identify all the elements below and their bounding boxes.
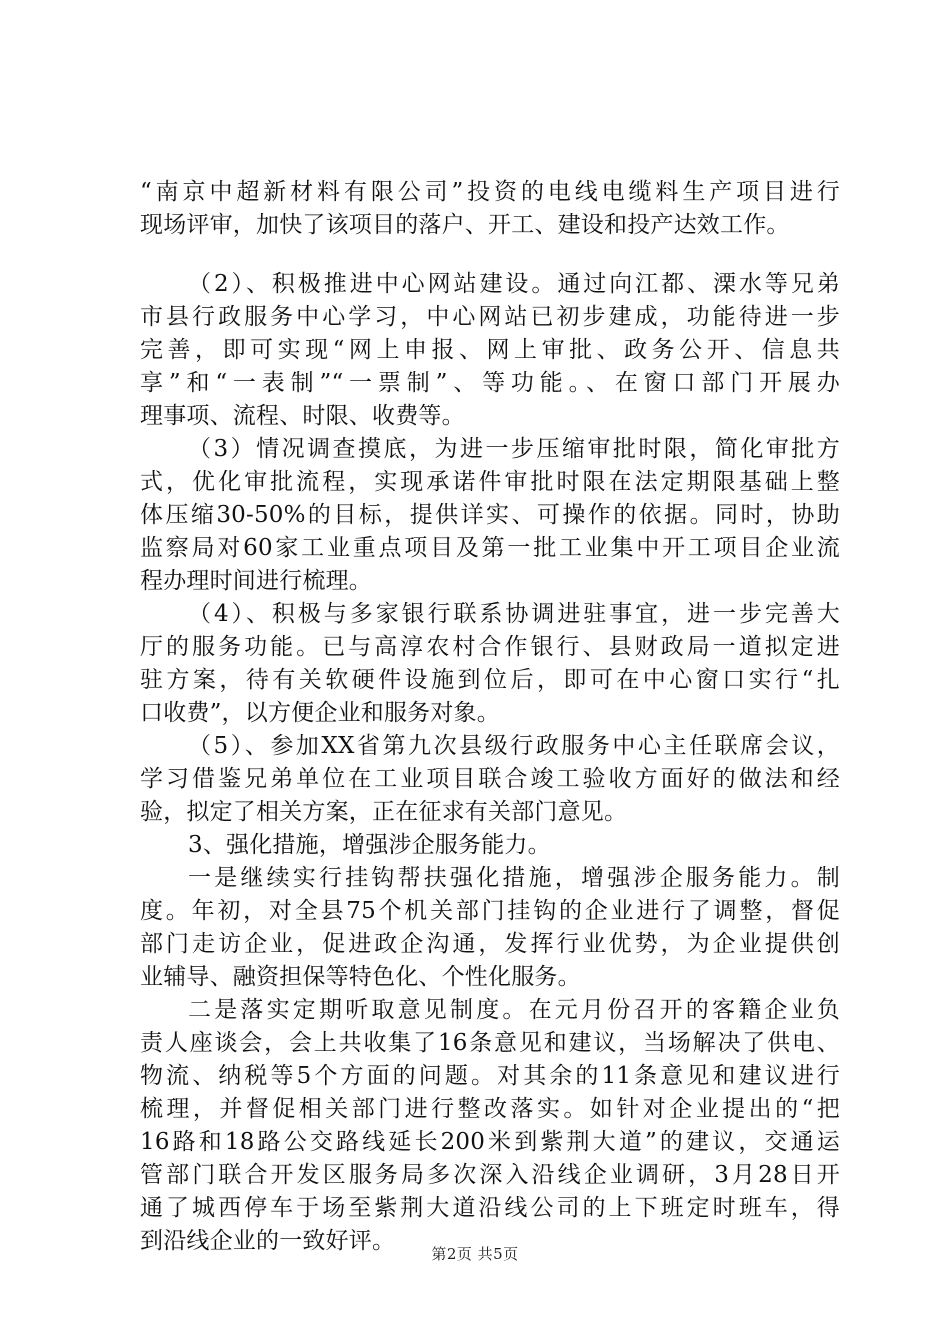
text-line: 到沿线企业的一致好评。 bbox=[140, 1228, 396, 1254]
text-line: 业辅导、融资担保等特色化、个性化服务。 bbox=[140, 964, 581, 990]
text-line: 通了城西停车于场至紫荆大道沿线公司的上下班定时班车，得 bbox=[140, 1195, 840, 1221]
text-line: 享”和“一表制”“一票制”、等功能。、在窗口部门开展办 bbox=[140, 370, 840, 396]
text-line: 16路和18路公交路线延长200米到紫荆大道”的建议，交通运 bbox=[140, 1129, 840, 1155]
text-line: 式，优化审批流程，实现承诺件审批时限在法定期限基础上整 bbox=[140, 469, 840, 495]
paragraph-heading-2: （2）、积极推进中心网站建设。通过向江都、溧水等兄弟 bbox=[188, 271, 840, 297]
text-line: 市县行政服务中心学习，中心网站已初步建成，功能待进一步 bbox=[140, 304, 840, 330]
text-line: 完善，即可实现“网上申报、网上审批、政务公开、信息共 bbox=[140, 337, 840, 363]
paragraph-heading-4: （4）、积极与多家银行联系协调进驻事宜，进一步完善大 bbox=[188, 601, 840, 627]
paragraph-heading-5: （5）、参加XX省第九次县级行政服务中心主任联席会议， bbox=[188, 733, 840, 759]
text-line: 监察局对60家工业重点项目及第一批工业集中开工项目企业流 bbox=[140, 535, 840, 561]
text-line: 验，拟定了相关方案，正在征求有关部门意见。 bbox=[140, 799, 628, 825]
paragraph-heading-3: （3）情况调查摸底，为进一步压缩审批时限，简化审批方 bbox=[188, 436, 840, 462]
text-line: 现场评审，加快了该项目的落户、开工、建设和投产达效工作。 bbox=[140, 212, 790, 238]
text-line: 物流、纳税等5个方面的问题。对其余的11条意见和建议进行 bbox=[140, 1063, 840, 1089]
text-line: 厅的服务功能。已与高淳农村合作银行、县财政局一道拟定进 bbox=[140, 634, 840, 660]
text-line: 口收费”，以方便企业和服务对象。 bbox=[140, 700, 500, 726]
text-line: “南京中超新材料有限公司”投资的电线电缆料生产项目进行 bbox=[140, 179, 840, 205]
text-line: 部门走访企业，促进政企沟通，发挥行业优势，为企业提供创 bbox=[140, 931, 840, 957]
text-line: 理事项、流程、时限、收费等。 bbox=[140, 403, 465, 429]
paragraph-start: 二是落实定期听取意见制度。在元月份召开的客籍企业负 bbox=[188, 997, 840, 1023]
text-line: 梳理，并督促相关部门进行整改落实。如针对企业提出的“把 bbox=[140, 1096, 840, 1122]
text-line: 程办理时间进行梳理。 bbox=[140, 568, 372, 594]
section-heading: 3、强化措施，增强涉企服务能力。 bbox=[188, 832, 551, 858]
paragraph-start: 一是继续实行挂钩帮扶强化措施，增强涉企服务能力。制 bbox=[188, 865, 840, 891]
text-line: 管部门联合开发区服务局多次深入沿线企业调研，3月28日开 bbox=[140, 1162, 840, 1188]
page-number-footer: 第2页 共5页 bbox=[431, 1245, 519, 1263]
text-line: 驻方案，待有关软硬件设施到位后，即可在中心窗口实行“扎 bbox=[140, 667, 840, 693]
text-line: 体压缩30-50%的目标，提供详实、可操作的依据。同时，协助 bbox=[140, 502, 840, 528]
text-line: 责人座谈会，会上共收集了16条意见和建议，当场解决了供电、 bbox=[140, 1030, 840, 1056]
text-line: 度。年初，对全县75个机关部门挂钩的企业进行了调整，督促 bbox=[140, 898, 840, 924]
text-line: 学习借鉴兄弟单位在工业项目联合竣工验收方面好的做法和经 bbox=[140, 766, 840, 792]
